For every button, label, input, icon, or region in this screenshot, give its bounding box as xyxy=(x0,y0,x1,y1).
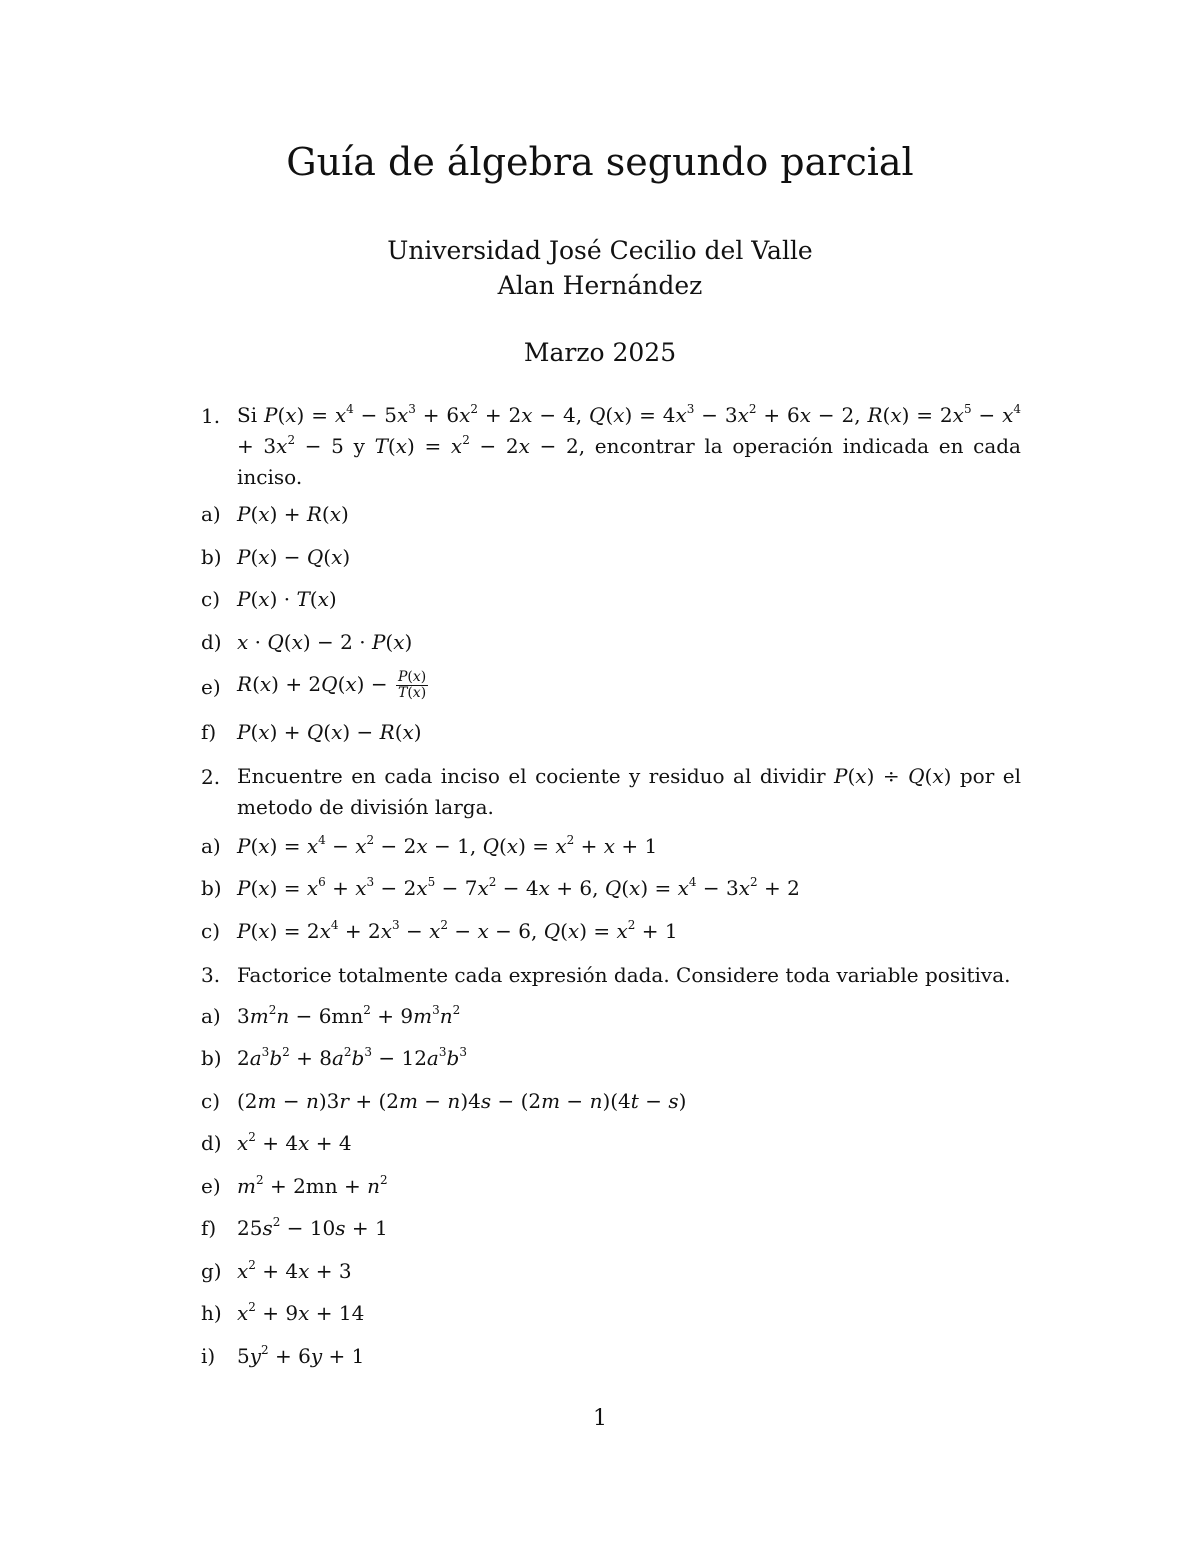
item-expression: $P(x) = x^6 + x^3 - 2x^5 - 7x^2 - 4x + 6$, $Q(x) = x^4 - 3x^2 + 2$ xyxy=(237,875,800,900)
item-expression: (2m − n)3r + (2m − n)4s − (2m − n)(4t − s) xyxy=(237,1089,687,1113)
item-expression: $m^2 + 2mn + n^2$ xyxy=(237,1173,388,1198)
item-label: e) xyxy=(201,1174,221,1198)
item-expression: $P(x) = x^4 - x^2 - 2x - 1$, $Q(x) = x^2 + x + 1$ xyxy=(237,833,658,858)
page-number: 1 xyxy=(593,1406,607,1431)
item-label: f) xyxy=(201,720,217,744)
item-label: d) xyxy=(201,1131,222,1155)
item-label: a) xyxy=(201,1004,221,1028)
problem-statement: Si $P(x) = x^4 - 5x^3 + 6x^2 + 2x - 4$, $Q(x) = 4x^3 - 3x^2 + 6x - 2$, $R(x) = 2x^5 - x^4 + 3x^2 - 5$ y $T(x) = x^2 - 2x - 2$, encontrar la operación indicada en cada inciso. xyxy=(237,402,1021,489)
item-label: c) xyxy=(201,919,221,943)
item-label: b) xyxy=(201,545,222,569)
item-label: h) xyxy=(201,1301,222,1325)
problem-number: 1. xyxy=(201,404,221,428)
item-label: d) xyxy=(201,630,222,654)
item-expression: x · Q(x) − 2 · P(x) xyxy=(237,630,413,654)
item-expression: P(x) + R(x) xyxy=(237,502,349,526)
item-label: f) xyxy=(201,1216,217,1240)
item-expression: P(x) + Q(x) − R(x) xyxy=(237,720,422,744)
item-expression: P(x) − Q(x) xyxy=(237,545,351,569)
item-expression: $5y^2 + 6y + 1$ xyxy=(237,1343,365,1368)
item-label: b) xyxy=(201,876,222,900)
item-expression: $3m^2n - 6mn^2 + 9m^3n^2$ xyxy=(237,1003,461,1028)
problem-statement: Factorice totalmente cada expresión dada. Considere toda variable positiva. xyxy=(237,963,1011,987)
item-expression: $2a^3b^2 + 8a^2b^3 - 12a^3b^3$ xyxy=(237,1045,467,1070)
item-expression: $x^2 + 4x + 3$ xyxy=(237,1258,352,1283)
item-expression: P(x) · T(x) xyxy=(237,587,337,611)
item-expression: $P(x) = 2x^4 + 2x^3 - x^2 - x - 6$, $Q(x) = x^2 + 1$ xyxy=(237,918,678,943)
document-date: Marzo 2025 xyxy=(523,338,677,367)
item-expression: $25s^2 - 10s + 1$ xyxy=(237,1215,388,1240)
item-expression: $x^2 + 4x + 4$ xyxy=(237,1130,352,1155)
item-label: i) xyxy=(201,1344,216,1368)
author-block xyxy=(0,233,1200,303)
problem-number: 2. xyxy=(201,765,221,789)
institution: Universidad José Cecilio del Valle xyxy=(387,236,813,265)
item-label: c) xyxy=(201,1089,221,1113)
item-label: a) xyxy=(201,502,221,526)
item-label: a) xyxy=(201,834,221,858)
problem-statement: Encuentre en cada inciso el cociente y residuo al dividir P(x) ÷ Q(x) por el metodo de división larga. xyxy=(237,764,1021,819)
item-expression: R(x) + 2Q(x) − $\frac{P(x)}{T(x)}$ xyxy=(237,669,427,701)
document-title: Guía de álgebra segundo parcial xyxy=(286,140,914,184)
item-label: c) xyxy=(201,587,221,611)
item-label: b) xyxy=(201,1046,222,1070)
item-label: g) xyxy=(201,1259,222,1283)
author: Alan Hernández xyxy=(497,271,703,300)
problem-number: 3. xyxy=(201,963,221,987)
item-label: e) xyxy=(201,675,221,699)
item-expression: $x^2 + 9x + 14$ xyxy=(237,1300,365,1325)
